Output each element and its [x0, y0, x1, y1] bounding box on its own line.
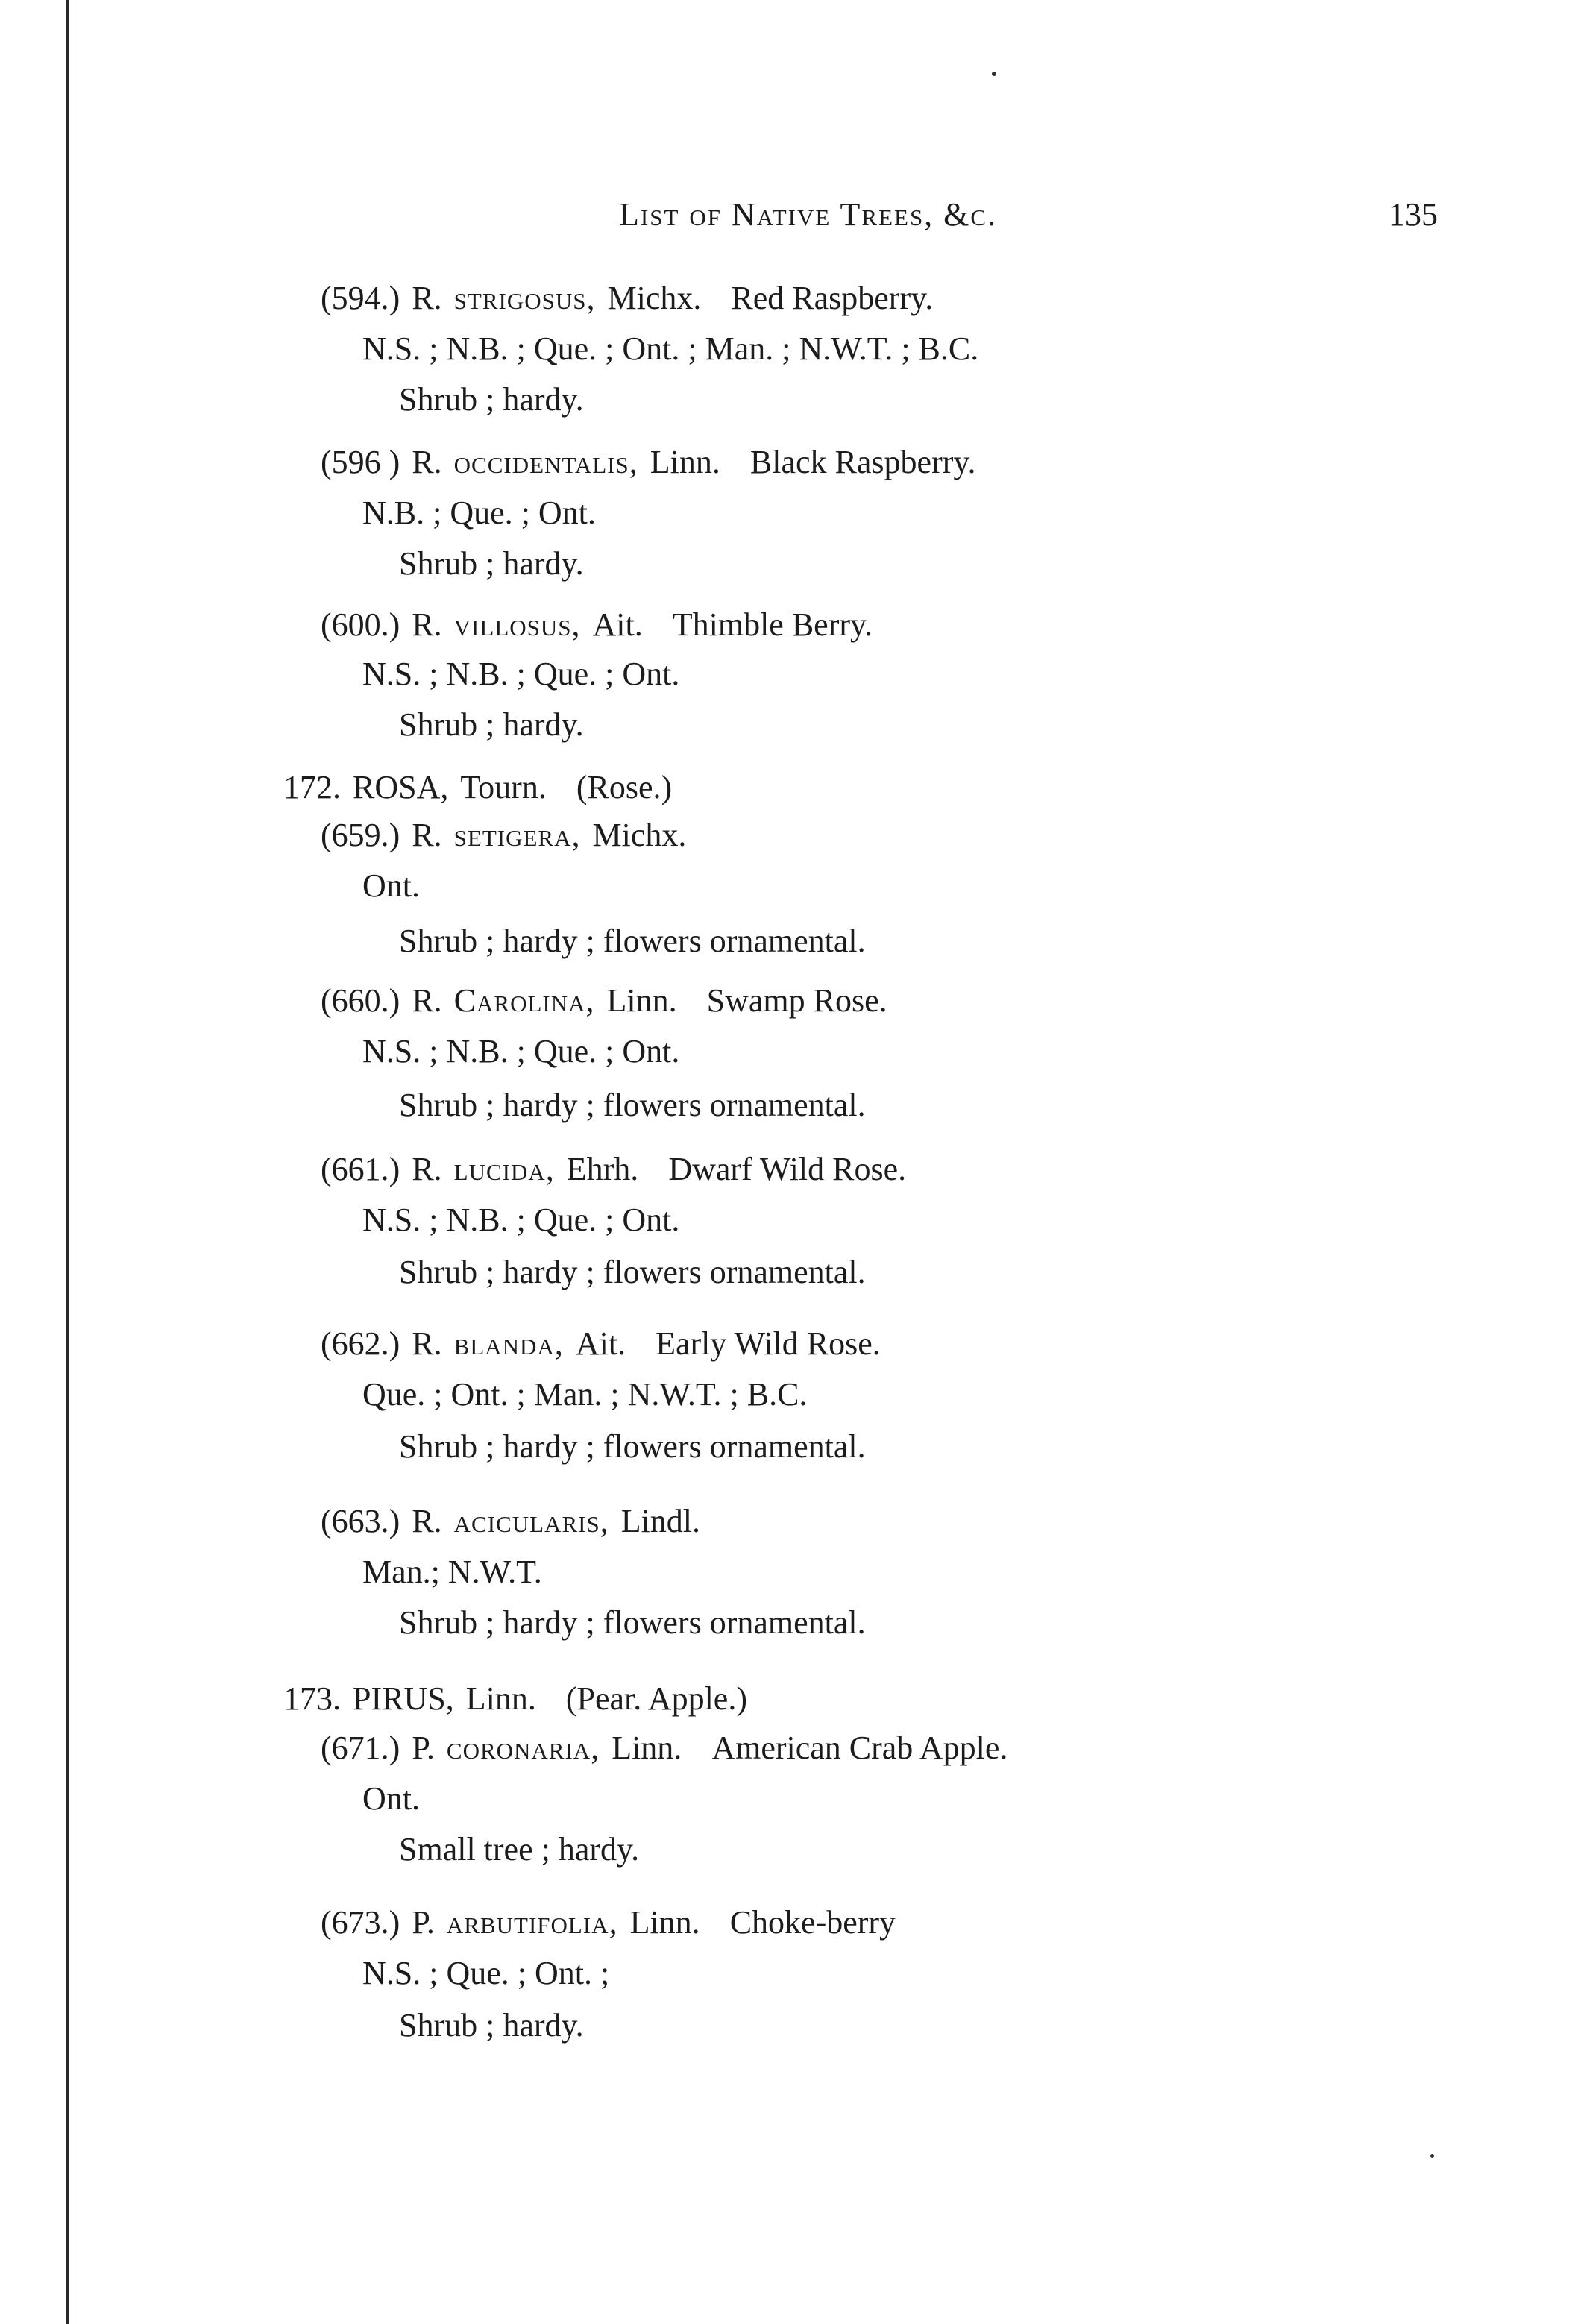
species-author: Ait.	[592, 606, 643, 643]
species-number: (661.)	[321, 1151, 400, 1187]
species-author: Michx.	[592, 817, 687, 853]
species-regions: Ont.	[362, 1780, 420, 1817]
species-regions: Man.; N.W.T.	[362, 1554, 542, 1590]
genus-author: Tourn.	[460, 769, 547, 805]
species-regions: Que. ; Ont. ; Man. ; N.W.T. ; B.C.	[362, 1376, 808, 1413]
genus-abbrev: R.	[412, 1503, 442, 1539]
running-header	[0, 195, 1575, 240]
common-name: American Crab Apple.	[711, 1730, 1008, 1766]
species-author: Linn.	[629, 1904, 700, 1941]
species-number: (596 )	[321, 444, 400, 480]
species-habit-note: Shrub ; hardy ; flowers ornamental.	[399, 1428, 866, 1465]
genus-abbrev: R.	[412, 280, 442, 316]
species-epithet: occidentalis,	[453, 444, 638, 480]
genus-abbrev: P.	[412, 1730, 435, 1766]
species-number: (673.)	[321, 1904, 400, 1941]
species-habit-note: Shrub ; hardy ; flowers ornamental.	[399, 1604, 866, 1641]
species-author: Ait.	[575, 1325, 626, 1362]
page-speck	[992, 72, 996, 76]
species-regions: N.S. ; N.B. ; Que. ; Ont. ; Man. ; N.W.T. ; B.C.	[362, 330, 979, 367]
genus-name: PIRUS,	[353, 1680, 454, 1717]
species-heading	[321, 980, 887, 1022]
genus-heading	[283, 767, 672, 808]
species-heading	[321, 1323, 881, 1365]
genus-heading	[283, 1678, 747, 1720]
common-name: Choke-berry	[729, 1904, 896, 1941]
species-number: (594.)	[321, 280, 400, 316]
species-author: Lindl.	[620, 1503, 701, 1539]
species-number: (660.)	[321, 982, 400, 1019]
species-epithet: acicularis,	[453, 1503, 609, 1539]
genus-abbrev: R.	[412, 1151, 442, 1187]
common-name: Swamp Rose.	[706, 982, 887, 1019]
species-epithet: setigera,	[453, 817, 581, 853]
genus-number: 172.	[283, 769, 341, 805]
species-number: (659.)	[321, 817, 400, 853]
species-epithet: villosus,	[453, 606, 581, 643]
genus-abbrev: R.	[412, 982, 442, 1019]
genus-abbrev: R.	[412, 444, 442, 480]
species-heading	[321, 814, 686, 856]
species-epithet: Carolina,	[453, 982, 595, 1019]
genus-abbrev: R.	[412, 606, 442, 643]
species-heading	[321, 1501, 700, 1542]
species-habit-note: Shrub ; hardy ; flowers ornamental.	[399, 1254, 866, 1290]
genus-abbrev: R.	[412, 1325, 442, 1362]
species-heading	[321, 1902, 896, 1944]
running-title: List of Native Trees, &c.	[619, 196, 998, 233]
common-name: Black Raspberry.	[749, 444, 976, 480]
genus-abbrev: P.	[412, 1904, 435, 1941]
genus-name: ROSA,	[353, 769, 449, 805]
species-regions: N.S. ; N.B. ; Que. ; Ont.	[362, 1202, 680, 1238]
species-author: Ehrh.	[566, 1151, 639, 1187]
genus-common-name: (Rose.)	[576, 769, 673, 805]
species-heading	[321, 604, 873, 646]
species-epithet: blanda,	[453, 1325, 564, 1362]
species-author: Linn.	[606, 982, 677, 1019]
species-number: (600.)	[321, 606, 400, 643]
species-epithet: arbutifolia,	[446, 1904, 618, 1941]
species-number: (671.)	[321, 1730, 400, 1766]
genus-common-name: (Pear. Apple.)	[565, 1680, 747, 1717]
genus-number: 173.	[283, 1680, 341, 1717]
species-heading	[321, 1727, 1007, 1769]
common-name: Dwarf Wild Rose.	[668, 1151, 907, 1187]
species-epithet: coronaria,	[446, 1730, 600, 1766]
species-number: (662.)	[321, 1325, 400, 1362]
species-heading	[321, 1149, 906, 1190]
species-habit-note: Shrub ; hardy.	[399, 545, 584, 582]
species-habit-note: Shrub ; hardy.	[399, 706, 584, 743]
species-heading	[321, 442, 976, 483]
species-epithet: lucida,	[453, 1151, 555, 1187]
genus-abbrev: R.	[412, 817, 442, 853]
species-habit-note: Small tree ; hardy.	[399, 1831, 640, 1868]
species-number: (663.)	[321, 1503, 400, 1539]
species-habit-note: Shrub ; hardy.	[399, 381, 584, 418]
common-name: Thimble Berry.	[672, 606, 873, 643]
species-heading	[321, 277, 933, 319]
species-author: Linn.	[650, 444, 720, 480]
page-number: 135	[1389, 196, 1438, 233]
genus-author: Linn.	[465, 1680, 536, 1717]
species-habit-note: Shrub ; hardy.	[399, 2007, 584, 2044]
species-regions: N.S. ; Que. ; Ont. ;	[362, 1955, 610, 1991]
species-regions: Ont.	[362, 867, 420, 904]
species-regions: N.S. ; N.B. ; Que. ; Ont.	[362, 1033, 680, 1070]
species-regions: N.B. ; Que. ; Ont.	[362, 494, 596, 531]
common-name: Red Raspberry.	[731, 280, 934, 316]
species-author: Linn.	[612, 1730, 682, 1766]
species-author: Michx.	[607, 280, 702, 316]
common-name: Early Wild Rose.	[656, 1325, 881, 1362]
species-epithet: strigosus,	[453, 280, 596, 316]
species-regions: N.S. ; N.B. ; Que. ; Ont.	[362, 656, 680, 692]
page-speck	[1430, 2154, 1434, 2158]
species-habit-note: Shrub ; hardy ; flowers ornamental.	[399, 1087, 866, 1123]
species-habit-note: Shrub ; hardy ; flowers ornamental.	[399, 923, 866, 959]
binding-edge	[66, 0, 69, 2324]
